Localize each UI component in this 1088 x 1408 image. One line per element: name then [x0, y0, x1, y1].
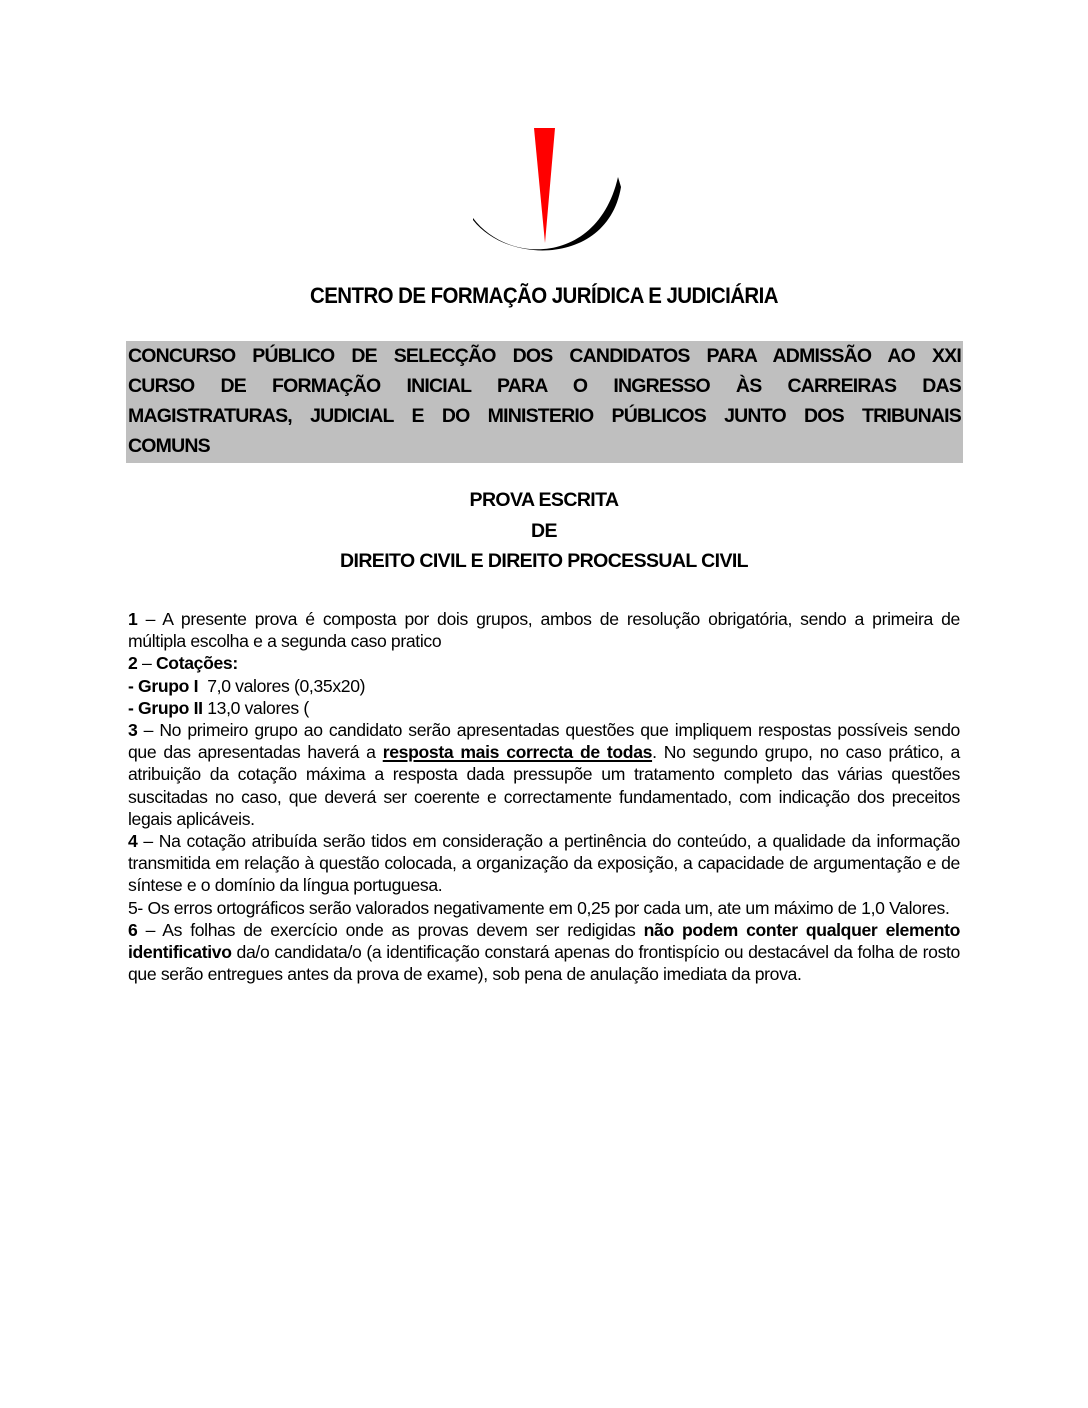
grupo-2-score: - Grupo II 13,0 valores (	[128, 697, 309, 718]
banner-line: CURSO DE FORMAÇÃO INICIAL PARA O INGRESSO ÀS CARREIRAS DAS	[128, 375, 961, 397]
institution-logo	[468, 125, 623, 260]
instruction-4: 4 – Na cotação atribuída serão tidos em consideração a pertinência do conteúdo, a qualidade da informação transmitida em relação à questão colocada, a organização da exposição, a capacidade de argumentação e de síntese e o domínio da língua portuguesa.	[128, 831, 960, 896]
logo-red-needle	[534, 128, 555, 243]
emphasis-underlined: resposta mais correcta de todas	[382, 742, 653, 763]
emphasis-bold: não podem conter qualquer elemento identificativo	[128, 919, 961, 963]
banner-line: MAGISTRATURAS, JUDICIAL E DO MINISTERIO PÚBLICOS JUNTO DOS TRIBUNAIS	[128, 405, 961, 427]
banner-line: CONCURSO PÚBLICO DE SELECÇÃO DOS CANDIDATOS PARA ADMISSÃO AO XXI	[128, 345, 961, 367]
exam-type: PROVA ESCRITA	[469, 489, 619, 511]
competition-banner	[126, 341, 963, 463]
grupo-1-score: - Grupo I 7,0 valores (0,35x20)	[128, 675, 366, 696]
instruction-6: 6 – As folhas de exercício onde as provas devem ser redigidas não podem conter qualquer elemento identificativo da/o candidata/o (a identificação constará apenas do frontispício ou destacável da folha de rosto que serão entregues antes da prova de exame), sob pena de anulação imediata da prova.	[128, 919, 961, 985]
institution-title: CENTRO DE FORMAÇÃO JURÍDICA E JUDICIÁRIA	[310, 283, 778, 308]
instruction-1: 1 – A presente prova é composta por dois grupos, ambos de resolução obrigatória, sendo a primeira de múltipla escolha e a segunda caso pratico	[128, 609, 960, 652]
exam-connector: DE	[531, 520, 557, 542]
exam-subject: DIREITO CIVIL E DIREITO PROCESSUAL CIVIL	[340, 550, 748, 572]
instruction-3: 3 – No primeiro grupo ao candidato serão apresentadas questões que impliquem respostas possíveis sendo que das apresentadas haverá a resposta mais correcta de todas. No segundo grupo, no caso prático, a atribuição da cotação máxima a resposta dada pressupõe um tratamento completo das várias questões suscitadas no caso, que deverá ser coerente e correctamente fundamentado, com indicação dos preceitos legais aplicáveis.	[128, 720, 960, 829]
instruction-2: 2 – Cotações:	[128, 653, 238, 674]
instructions	[128, 608, 960, 985]
instruction-5: 5- Os erros ortográficos serão valorados negativamente em 0,25 por cada um, ate um máximo de 1,0 Valores.	[128, 897, 950, 918]
banner-line: COMUNS	[128, 435, 210, 457]
